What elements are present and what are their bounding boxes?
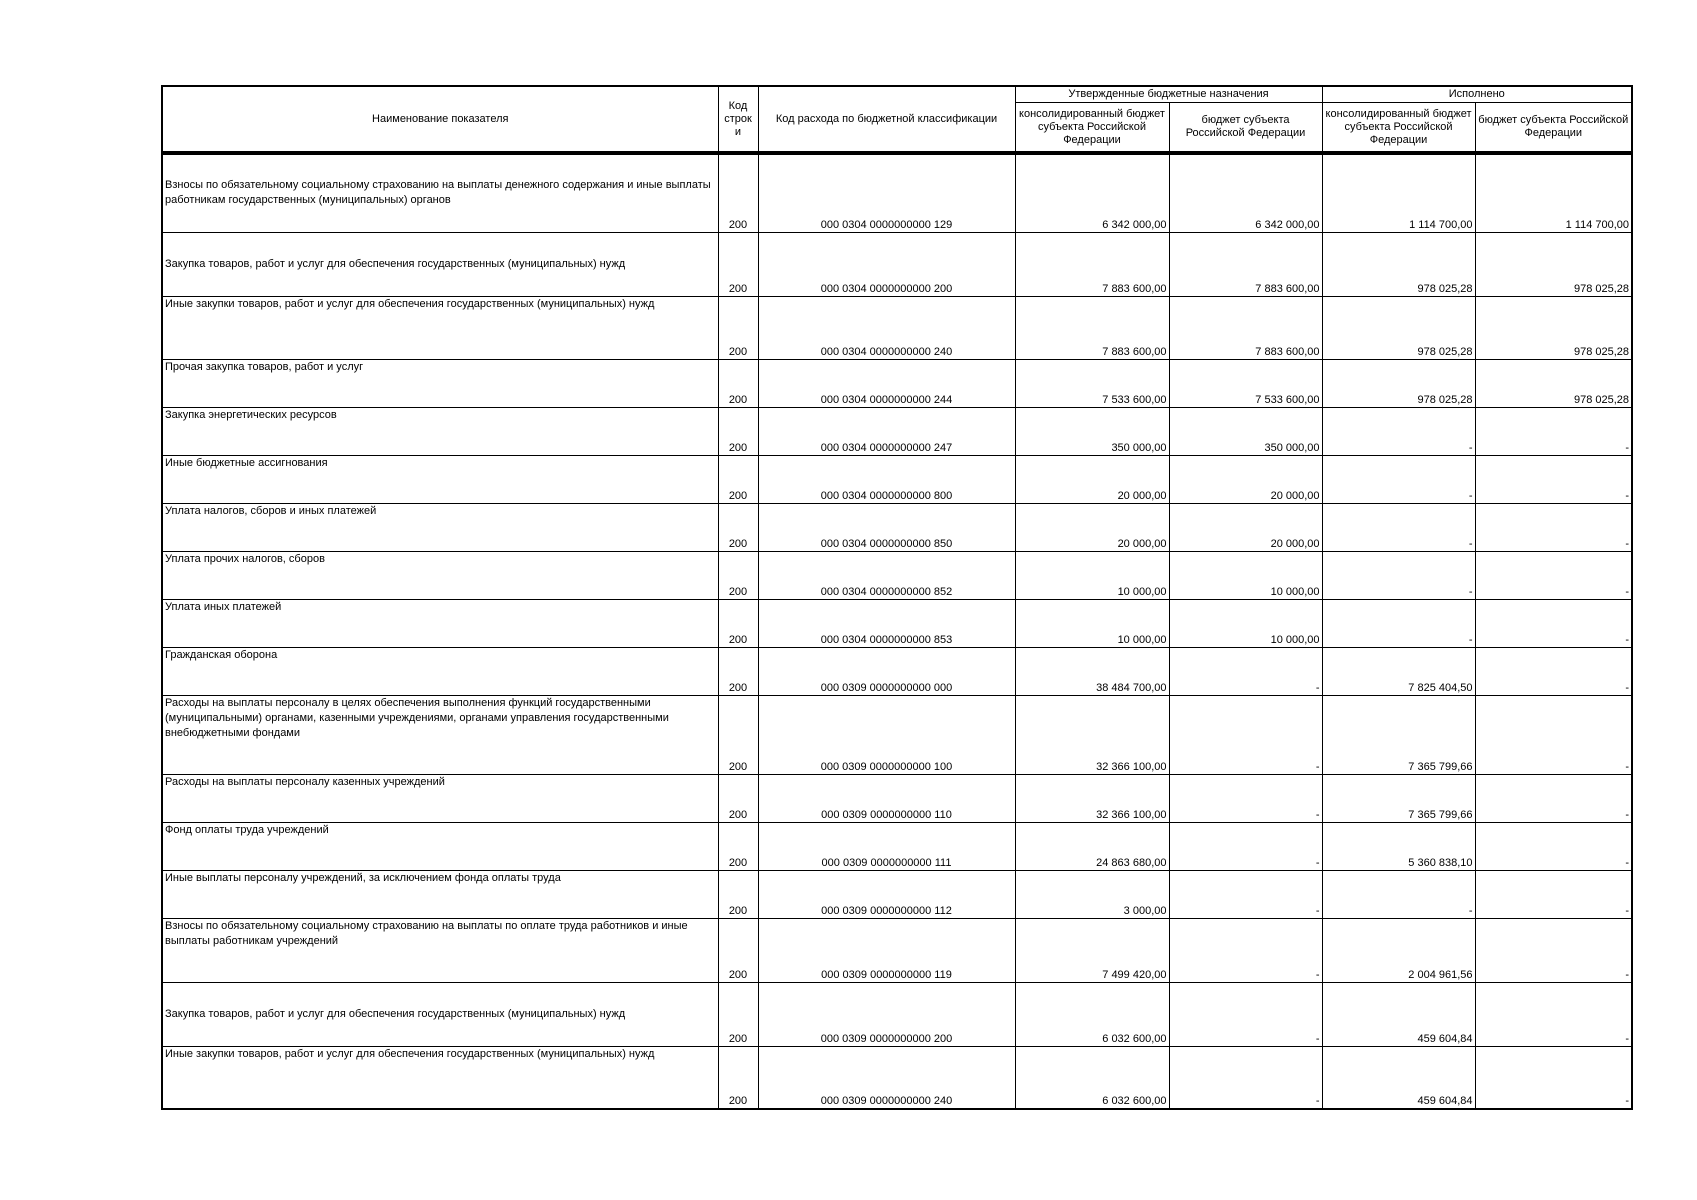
approved-consolidated-cell: 38 484 700,00 (1015, 647, 1169, 695)
indicator-name-cell: Иные выплаты персоналу учреждений, за исключением фонда оплаты труда (162, 870, 718, 918)
line-code-cell: 200 (718, 232, 758, 296)
header-approved-subject: бюджет субъекта Российской Федерации (1169, 103, 1322, 154)
executed-consolidated-cell: 7 365 799,66 (1322, 695, 1475, 774)
table-row (162, 455, 1632, 503)
approved-subject-cell: 10 000,00 (1169, 599, 1322, 647)
indicator-name-cell: Расходы на выплаты персоналу в целях обеспечения выполнения функций государственными (муниципальными) органами, казенными учреждениями, органами управления государственными внебюджетными фондами (162, 695, 718, 774)
approved-consolidated-cell: 32 366 100,00 (1015, 695, 1169, 774)
header-line-code: Код строк и (718, 86, 758, 153)
table-row (162, 1046, 1632, 1109)
indicator-name-cell: Взносы по обязательному социальному страхованию на выплаты по оплате труда работников и иные выплаты работникам учреждений (162, 918, 718, 982)
executed-subject-cell: - (1475, 918, 1632, 982)
approved-consolidated-cell: 24 863 680,00 (1015, 822, 1169, 870)
approved-subject-cell: - (1169, 918, 1322, 982)
indicator-name-cell: Уплата налогов, сборов и иных платежей (162, 503, 718, 551)
table-row (162, 551, 1632, 599)
table-header (162, 86, 1632, 153)
line-code-cell: 200 (718, 918, 758, 982)
budget-code-cell: 000 0309 0000000000 112 (758, 870, 1015, 918)
approved-consolidated-cell: 7 883 600,00 (1015, 296, 1169, 359)
header-executed-consolidated: консолидированный бюджет субъекта Российской Федерации (1322, 103, 1475, 154)
indicator-name-cell: Иные закупки товаров, работ и услуг для обеспечения государственных (муниципальных) нужд (162, 1046, 718, 1109)
executed-subject-cell: 978 025,28 (1475, 232, 1632, 296)
executed-subject-cell: - (1475, 695, 1632, 774)
table-row (162, 503, 1632, 551)
approved-consolidated-cell: 3 000,00 (1015, 870, 1169, 918)
executed-consolidated-cell: 1 114 700,00 (1322, 153, 1475, 232)
table-row (162, 232, 1632, 296)
executed-subject-cell: - (1475, 1046, 1632, 1109)
approved-subject-cell: - (1169, 774, 1322, 822)
approved-subject-cell: - (1169, 647, 1322, 695)
line-code-cell: 200 (718, 407, 758, 455)
approved-subject-cell: 7 883 600,00 (1169, 296, 1322, 359)
table-row (162, 296, 1632, 359)
line-code-cell: 200 (718, 982, 758, 1046)
approved-consolidated-cell: 10 000,00 (1015, 599, 1169, 647)
approved-consolidated-cell: 20 000,00 (1015, 503, 1169, 551)
indicator-name-cell: Закупка товаров, работ и услуг для обеспечения государственных (муниципальных) нужд (162, 982, 718, 1046)
approved-subject-cell: 20 000,00 (1169, 503, 1322, 551)
executed-subject-cell: - (1475, 551, 1632, 599)
executed-consolidated-cell: - (1322, 599, 1475, 647)
budget-code-cell: 000 0304 0000000000 244 (758, 359, 1015, 407)
budget-code-cell: 000 0304 0000000000 240 (758, 296, 1015, 359)
table-row (162, 870, 1632, 918)
line-code-cell: 200 (718, 774, 758, 822)
indicator-name-cell: Иные закупки товаров, работ и услуг для обеспечения государственных (муниципальных) нужд (162, 296, 718, 359)
executed-consolidated-cell: - (1322, 407, 1475, 455)
header-approved-consolidated: консолидированный бюджет субъекта Российской Федерации (1015, 103, 1169, 154)
executed-consolidated-cell: 459 604,84 (1322, 1046, 1475, 1109)
executed-subject-cell: - (1475, 822, 1632, 870)
executed-subject-cell: - (1475, 407, 1632, 455)
indicator-name-cell: Уплата прочих налогов, сборов (162, 551, 718, 599)
executed-subject-cell: 978 025,28 (1475, 359, 1632, 407)
executed-consolidated-cell: 459 604,84 (1322, 982, 1475, 1046)
line-code-cell: 200 (718, 1046, 758, 1109)
approved-subject-cell: 7 883 600,00 (1169, 232, 1322, 296)
executed-consolidated-cell: 5 360 838,10 (1322, 822, 1475, 870)
indicator-name-cell: Закупка энергетических ресурсов (162, 407, 718, 455)
approved-consolidated-cell: 7 533 600,00 (1015, 359, 1169, 407)
budget-code-cell: 000 0309 0000000000 111 (758, 822, 1015, 870)
executed-consolidated-cell: 978 025,28 (1322, 296, 1475, 359)
indicator-name-cell: Гражданская оборона (162, 647, 718, 695)
executed-consolidated-cell: 978 025,28 (1322, 359, 1475, 407)
budget-code-cell: 000 0304 0000000000 852 (758, 551, 1015, 599)
table-row (162, 822, 1632, 870)
approved-consolidated-cell: 6 032 600,00 (1015, 982, 1169, 1046)
approved-subject-cell: 6 342 000,00 (1169, 153, 1322, 232)
approved-subject-cell: 20 000,00 (1169, 455, 1322, 503)
approved-subject-cell: 10 000,00 (1169, 551, 1322, 599)
approved-consolidated-cell: 7 883 600,00 (1015, 232, 1169, 296)
line-code-cell: 200 (718, 870, 758, 918)
table-row (162, 359, 1632, 407)
budget-code-cell: 000 0304 0000000000 247 (758, 407, 1015, 455)
executed-consolidated-cell: 7 365 799,66 (1322, 774, 1475, 822)
budget-code-cell: 000 0309 0000000000 100 (758, 695, 1015, 774)
executed-consolidated-cell: - (1322, 503, 1475, 551)
line-code-cell: 200 (718, 551, 758, 599)
header-approved-group: Утвержденные бюджетные назначения (1015, 86, 1322, 103)
indicator-name-cell: Фонд оплаты труда учреждений (162, 822, 718, 870)
approved-subject-cell: - (1169, 982, 1322, 1046)
budget-code-cell: 000 0304 0000000000 800 (758, 455, 1015, 503)
executed-subject-cell: - (1475, 982, 1632, 1046)
executed-subject-cell: - (1475, 870, 1632, 918)
indicator-name-cell: Взносы по обязательному социальному страхованию на выплаты денежного содержания и иные выплаты работникам государственных (муниципальных) органов (162, 153, 718, 232)
approved-consolidated-cell: 6 342 000,00 (1015, 153, 1169, 232)
table-row (162, 774, 1632, 822)
table-row (162, 647, 1632, 695)
header-budget-classification-code: Код расхода по бюджетной классификации (758, 86, 1015, 153)
budget-code-cell: 000 0309 0000000000 000 (758, 647, 1015, 695)
executed-subject-cell: - (1475, 647, 1632, 695)
indicator-name-cell: Прочая закупка товаров, работ и услуг (162, 359, 718, 407)
executed-subject-cell: 1 114 700,00 (1475, 153, 1632, 232)
approved-subject-cell: - (1169, 695, 1322, 774)
indicator-name-cell: Иные бюджетные ассигнования (162, 455, 718, 503)
executed-consolidated-cell: 7 825 404,50 (1322, 647, 1475, 695)
executed-consolidated-cell: 978 025,28 (1322, 232, 1475, 296)
approved-subject-cell: 350 000,00 (1169, 407, 1322, 455)
executed-subject-cell: - (1475, 774, 1632, 822)
approved-subject-cell: - (1169, 870, 1322, 918)
header-executed-subject: бюджет субъекта Российской Федерации (1475, 103, 1632, 154)
indicator-name-cell: Расходы на выплаты персоналу казенных учреждений (162, 774, 718, 822)
executed-subject-cell: 978 025,28 (1475, 296, 1632, 359)
table-row (162, 918, 1632, 982)
line-code-cell: 200 (718, 503, 758, 551)
approved-subject-cell: - (1169, 822, 1322, 870)
table-row (162, 153, 1632, 232)
executed-consolidated-cell: - (1322, 870, 1475, 918)
budget-code-cell: 000 0309 0000000000 119 (758, 918, 1015, 982)
line-code-cell: 200 (718, 695, 758, 774)
approved-subject-cell: 7 533 600,00 (1169, 359, 1322, 407)
approved-consolidated-cell: 10 000,00 (1015, 551, 1169, 599)
budget-code-cell: 000 0304 0000000000 200 (758, 232, 1015, 296)
approved-consolidated-cell: 6 032 600,00 (1015, 1046, 1169, 1109)
approved-subject-cell: - (1169, 1046, 1322, 1109)
budget-execution-table (161, 85, 1633, 1110)
header-executed-group: Исполнено (1322, 86, 1632, 103)
header-indicator-name: Наименование показателя (162, 86, 718, 153)
approved-consolidated-cell: 20 000,00 (1015, 455, 1169, 503)
line-code-cell: 200 (718, 296, 758, 359)
executed-subject-cell: - (1475, 503, 1632, 551)
line-code-cell: 200 (718, 599, 758, 647)
indicator-name-cell: Закупка товаров, работ и услуг для обеспечения государственных (муниципальных) нужд (162, 232, 718, 296)
table-body (162, 153, 1632, 1109)
budget-code-cell: 000 0304 0000000000 853 (758, 599, 1015, 647)
line-code-cell: 200 (718, 822, 758, 870)
table-row (162, 599, 1632, 647)
indicator-name-cell: Уплата иных платежей (162, 599, 718, 647)
table-row (162, 982, 1632, 1046)
line-code-cell: 200 (718, 647, 758, 695)
budget-code-cell: 000 0304 0000000000 850 (758, 503, 1015, 551)
executed-consolidated-cell: - (1322, 551, 1475, 599)
executed-consolidated-cell: - (1322, 455, 1475, 503)
line-code-cell: 200 (718, 359, 758, 407)
executed-subject-cell: - (1475, 599, 1632, 647)
executed-subject-cell: - (1475, 455, 1632, 503)
budget-code-cell: 000 0309 0000000000 240 (758, 1046, 1015, 1109)
line-code-cell: 200 (718, 153, 758, 232)
budget-code-cell: 000 0304 0000000000 129 (758, 153, 1015, 232)
approved-consolidated-cell: 32 366 100,00 (1015, 774, 1169, 822)
approved-consolidated-cell: 7 499 420,00 (1015, 918, 1169, 982)
budget-code-cell: 000 0309 0000000000 110 (758, 774, 1015, 822)
budget-code-cell: 000 0309 0000000000 200 (758, 982, 1015, 1046)
line-code-cell: 200 (718, 455, 758, 503)
approved-consolidated-cell: 350 000,00 (1015, 407, 1169, 455)
table-row (162, 695, 1632, 774)
executed-consolidated-cell: 2 004 961,56 (1322, 918, 1475, 982)
table-row (162, 407, 1632, 455)
